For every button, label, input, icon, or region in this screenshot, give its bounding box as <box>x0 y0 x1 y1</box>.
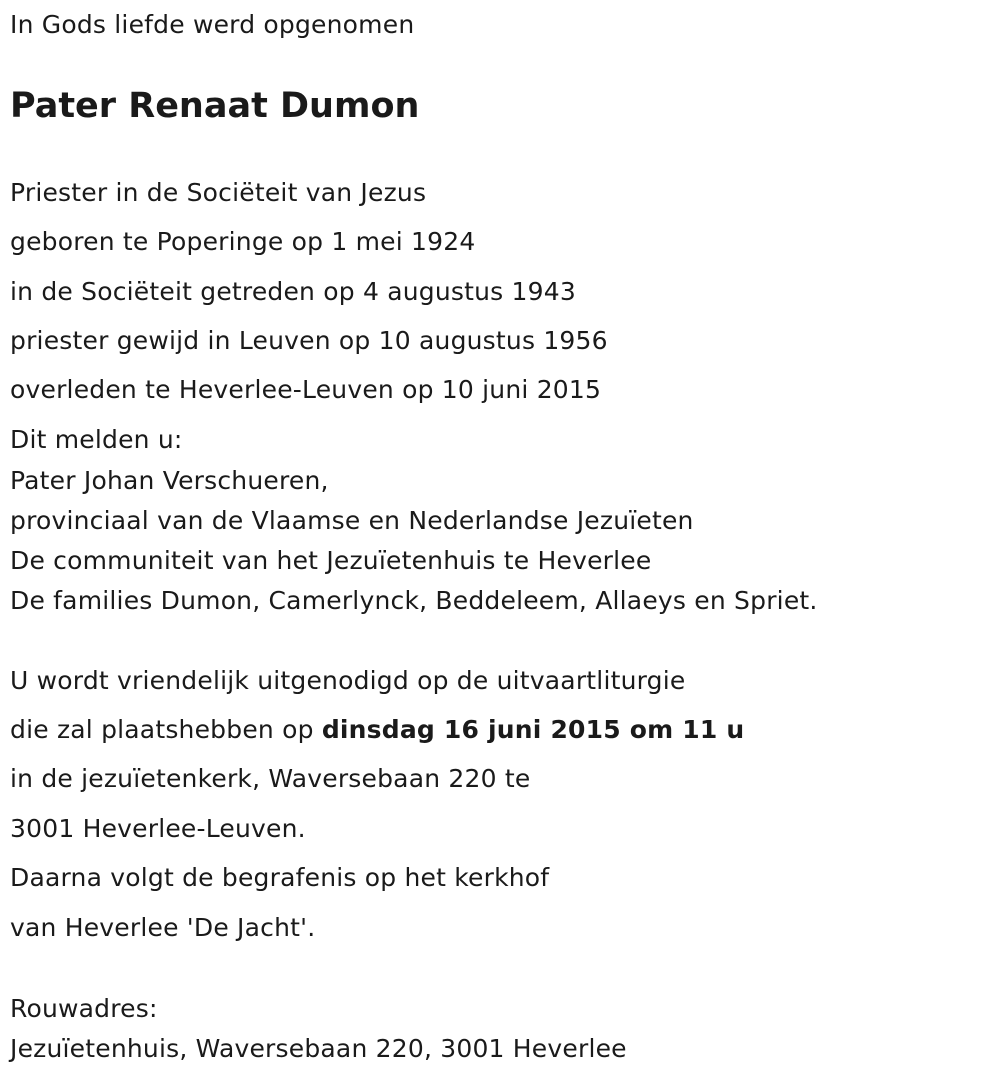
announcers-heading: Dit melden u: <box>10 425 183 454</box>
announcer-line-1: Pater Johan Verschueren, <box>10 466 329 495</box>
address-value: Jezuïetenhuis, Waversebaan 220, 3001 Heverlee <box>10 1034 627 1063</box>
funeral-line-4: 3001 Heverlee-Leuven. <box>10 814 306 843</box>
intro-text: In Gods liefde werd opgenomen <box>10 10 415 39</box>
funeral-line-3: in de jezuïetenkerk, Waversebaan 220 te <box>10 764 531 793</box>
funeral-datetime: dinsdag 16 juni 2015 om 11 u <box>321 715 745 744</box>
announcer-line-3: De communiteit van het Jezuïetenhuis te Heverlee <box>10 546 652 575</box>
funeral-line-1: U wordt vriendelijk uitgenodigd op de uitvaartliturgie <box>10 666 686 695</box>
bio-line-3: in de Sociëteit getreden op 4 augustus 1943 <box>10 277 576 306</box>
address-label: Rouwadres: <box>10 994 158 1023</box>
announcer-line-2: provinciaal van de Vlaamse en Nederlandse Jezuïeten <box>10 506 694 535</box>
funeral-line-5: Daarna volgt de begrafenis op het kerkhof <box>10 863 550 892</box>
funeral-line-6: van Heverlee 'De Jacht'. <box>10 913 316 942</box>
announcer-line-4: De families Dumon, Camerlynck, Beddeleem, Allaeys en Spriet. <box>10 586 818 615</box>
bio-line-2: geboren te Poperinge op 1 mei 1924 <box>10 227 476 256</box>
deceased-name: Pater Renaat Dumon <box>10 86 420 126</box>
funeral-line-2-prefix: die zal plaatshebben op <box>10 715 322 744</box>
bio-line-5: overleden te Heverlee-Leuven op 10 juni 2015 <box>10 375 602 404</box>
funeral-line-2 <box>10 715 744 745</box>
bio-line-4: priester gewijd in Leuven op 10 augustus 1956 <box>10 326 608 355</box>
bio-line-1: Priester in de Sociëteit van Jezus <box>10 178 427 207</box>
